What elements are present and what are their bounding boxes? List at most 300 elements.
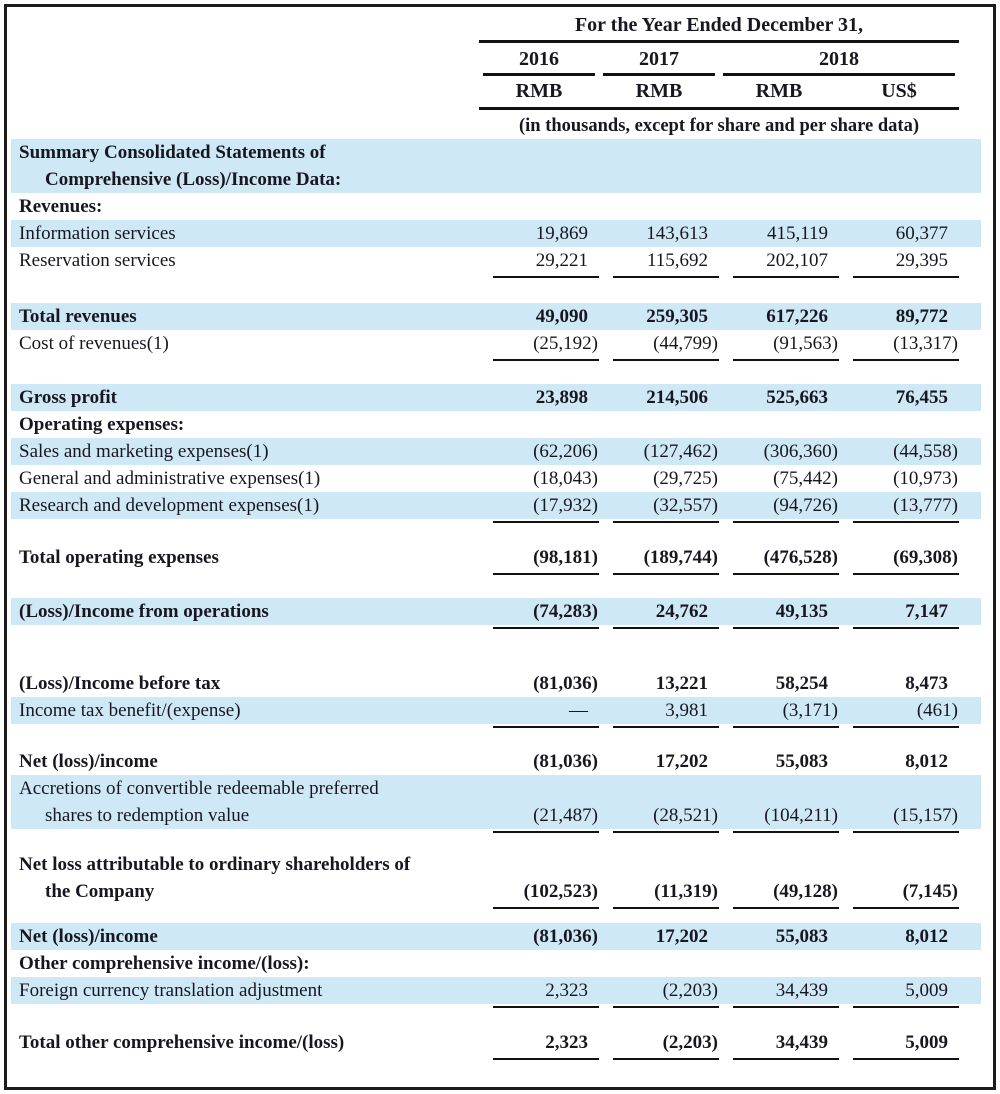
- right-gutter: [959, 519, 981, 526]
- rule-cell: [839, 625, 959, 632]
- value-cell: [719, 303, 839, 330]
- row-label: [11, 303, 479, 330]
- row-label-line: Net loss attributable to ordinary shareholders of: [19, 854, 411, 875]
- row-label: [11, 851, 479, 905]
- value-cell: [719, 544, 839, 571]
- value-cell: [839, 303, 959, 330]
- row-label: [11, 1029, 479, 1056]
- row-label-line: (Loss)/Income from operations: [19, 601, 269, 622]
- column-underline: [493, 627, 599, 629]
- rule-cell: [479, 905, 599, 912]
- unit-label: US$: [881, 80, 917, 102]
- section-row: [11, 139, 981, 193]
- unit-label: RMB: [515, 80, 563, 102]
- row-label-line: Summary Consolidated Statements of: [19, 142, 326, 163]
- value-cell: [599, 697, 719, 724]
- right-gutter: [959, 571, 981, 578]
- row-label-line: General and administrative expenses(1): [19, 468, 321, 489]
- section-row: [11, 950, 981, 977]
- row-label-line: Reservation services: [19, 250, 176, 271]
- cell-value: (44,799): [653, 333, 718, 354]
- value-cell: [839, 384, 959, 411]
- row-label: [11, 923, 479, 950]
- row-label: [11, 384, 479, 411]
- right-gutter: [959, 625, 981, 632]
- value-cell: [839, 598, 959, 625]
- column-underline: [733, 831, 839, 833]
- cell-value: 214,506: [646, 387, 708, 408]
- value-cell: [599, 748, 719, 775]
- table-body: [11, 139, 981, 1063]
- row-label-line: Gross profit: [19, 387, 117, 408]
- cell-value: 34,439: [775, 980, 828, 1001]
- underline-row: [11, 519, 981, 526]
- right-gutter: [959, 829, 981, 836]
- spacer-row: [11, 731, 981, 748]
- value-cell: [719, 923, 839, 950]
- value-cell: [719, 598, 839, 625]
- underline-row: [11, 274, 981, 281]
- cell-value: 143,613: [646, 223, 708, 244]
- underline-row: [11, 571, 981, 578]
- underline-row: [11, 1004, 981, 1011]
- value-cell: [719, 220, 839, 247]
- column-underline: [853, 627, 959, 629]
- value-cell: [599, 544, 719, 571]
- right-gutter: [959, 905, 981, 912]
- underline-row-blank: [11, 724, 479, 731]
- cell-value: 29,221: [535, 250, 588, 271]
- cell-value: 34,439: [775, 1032, 828, 1053]
- header-units-row: [11, 76, 981, 105]
- cell-value: (81,036): [533, 926, 598, 947]
- cell-value: 8,012: [905, 926, 948, 947]
- cell-value: (306,360): [763, 441, 838, 462]
- row-label-line: Net (loss)/income: [19, 751, 158, 772]
- column-underline: [733, 1006, 839, 1008]
- column-underline: [613, 1006, 719, 1008]
- rule-cell: [839, 357, 959, 364]
- year-label: 2016: [483, 46, 595, 76]
- cell-value: 2,323: [545, 1032, 588, 1053]
- value-cell: [479, 247, 599, 274]
- year-label: 2017: [603, 46, 715, 76]
- value-cell: [839, 923, 959, 950]
- cell-value: 24,762: [655, 601, 708, 622]
- year-column-2018: [719, 43, 959, 76]
- row-label-line: Other comprehensive income/(loss):: [19, 953, 310, 974]
- rule-cell: [839, 829, 959, 836]
- row-label: [11, 544, 479, 571]
- spacer-row: [11, 836, 981, 851]
- table-row: [11, 598, 981, 625]
- table-row: [11, 438, 981, 465]
- column-underline: [733, 573, 839, 575]
- cell-value: —: [569, 700, 588, 721]
- row-label-line: shares to redemption value: [45, 805, 250, 826]
- right-gutter: [959, 724, 981, 731]
- right-gutter: [959, 1004, 981, 1011]
- rule-cell: [719, 274, 839, 281]
- value-cell: [839, 492, 959, 519]
- table-row: [11, 303, 981, 330]
- column-underline: [733, 1058, 839, 1060]
- cell-value: 17,202: [655, 926, 708, 947]
- value-cell: [599, 1029, 719, 1056]
- value-cell: [719, 748, 839, 775]
- row-label: [11, 697, 479, 724]
- cell-value: (11,319): [654, 881, 718, 902]
- year-column-2016: [479, 43, 599, 76]
- column-underline: [493, 1006, 599, 1008]
- value-cell: [599, 977, 719, 1004]
- cell-value: (98,181): [533, 547, 598, 568]
- spacer-row: [11, 281, 981, 303]
- year-column-2017: [599, 43, 719, 76]
- row-label: [11, 220, 479, 247]
- cell-value: (62,206): [533, 441, 598, 462]
- column-underline: [733, 521, 839, 523]
- row-label-line: Income tax benefit/(expense): [19, 700, 241, 721]
- unit-column: [479, 76, 599, 105]
- unit-column: [599, 76, 719, 105]
- rule-cell: [719, 829, 839, 836]
- value-cell: [599, 303, 719, 330]
- column-underline: [613, 276, 719, 278]
- value-cell: [719, 697, 839, 724]
- cell-value: (461): [916, 700, 958, 721]
- underline-row: [11, 829, 981, 836]
- row-label: [11, 411, 959, 438]
- cell-value: 13,221: [655, 673, 708, 694]
- cell-value: 202,107: [766, 250, 828, 271]
- value-cell: [599, 330, 719, 357]
- column-underline: [733, 907, 839, 909]
- column-underline: [493, 907, 599, 909]
- cell-value: 49,135: [775, 601, 828, 622]
- value-cell: [479, 670, 599, 697]
- row-label-line: Net (loss)/income: [19, 926, 158, 947]
- value-cell: [839, 220, 959, 247]
- cell-value: (28,521): [653, 805, 718, 826]
- value-cell: [719, 247, 839, 274]
- cell-value: (91,563): [773, 333, 838, 354]
- underline-row-blank: [11, 625, 479, 632]
- section-row: [11, 193, 981, 220]
- value-cell: [599, 802, 719, 829]
- rule-cell: [599, 519, 719, 526]
- rule-cell: [479, 571, 599, 578]
- cell-value: (75,442): [773, 468, 838, 489]
- row-label-line: Revenues:: [19, 196, 103, 217]
- row-label: [11, 193, 959, 220]
- column-underline: [853, 831, 959, 833]
- column-underline: [853, 907, 959, 909]
- column-underline: [613, 627, 719, 629]
- financial-statement-table: [4, 4, 996, 1090]
- spacer-row: [11, 912, 981, 923]
- right-gutter: [959, 1056, 981, 1063]
- value-cell: [599, 670, 719, 697]
- value-cell: [719, 977, 839, 1004]
- rule-cell: [719, 1004, 839, 1011]
- row-label: [11, 247, 479, 274]
- rule-cell: [479, 357, 599, 364]
- column-underline: [493, 726, 599, 728]
- spacer-row: [11, 364, 981, 384]
- unit-column: [839, 76, 959, 105]
- rule-cell: [479, 724, 599, 731]
- cell-value: 23,898: [535, 387, 588, 408]
- unit-column: [719, 76, 839, 105]
- cell-value: 617,226: [766, 306, 828, 327]
- rule-cell: [839, 1004, 959, 1011]
- rule-cell: [719, 357, 839, 364]
- row-label-line: (Loss)/Income before tax: [19, 673, 221, 694]
- value-cell: [839, 697, 959, 724]
- row-label-line: Comprehensive (Loss)/Income Data:: [45, 169, 342, 190]
- rule-cell: [719, 571, 839, 578]
- row-label: [11, 438, 479, 465]
- column-underline: [853, 573, 959, 575]
- column-underline: [853, 521, 959, 523]
- value-cell: [599, 220, 719, 247]
- rule-cell: [719, 724, 839, 731]
- cell-value: 8,473: [905, 673, 948, 694]
- value-cell: [719, 330, 839, 357]
- value-cell: [839, 878, 959, 905]
- column-underline: [493, 573, 599, 575]
- row-label-line: Accretions of convertible redeemable preferred: [19, 778, 379, 799]
- table-row: [11, 220, 981, 247]
- table-row: [11, 748, 981, 775]
- rule-cell: [479, 625, 599, 632]
- value-cell: [479, 748, 599, 775]
- value-cell: [479, 544, 599, 571]
- row-label: [11, 330, 479, 357]
- header-rule-row: [11, 105, 981, 113]
- unit-label: RMB: [755, 80, 803, 102]
- column-underline: [613, 521, 719, 523]
- cell-value: (104,211): [764, 805, 838, 826]
- value-cell: [479, 220, 599, 247]
- cell-value: (10,973): [893, 468, 958, 489]
- spacer-row: [11, 1011, 981, 1029]
- rule-cell: [599, 1056, 719, 1063]
- value-cell: [479, 977, 599, 1004]
- value-cell: [839, 465, 959, 492]
- cell-value: 7,147: [905, 601, 948, 622]
- value-cell: [479, 697, 599, 724]
- value-cell: [719, 384, 839, 411]
- value-cell: [719, 802, 839, 829]
- row-label: [11, 950, 959, 977]
- period-header: [479, 13, 959, 43]
- value-cell: [719, 465, 839, 492]
- value-cell: [479, 878, 599, 905]
- cell-value: (2,203): [662, 980, 718, 1001]
- cell-value: 525,663: [766, 387, 828, 408]
- row-label-line: Operating expenses:: [19, 414, 185, 435]
- header-rule: [479, 107, 959, 110]
- value-cell: [479, 923, 599, 950]
- spacer-row: [11, 526, 981, 544]
- rule-cell: [479, 829, 599, 836]
- column-underline: [613, 726, 719, 728]
- cell-value: (29,725): [653, 468, 718, 489]
- cell-value: 17,202: [655, 751, 708, 772]
- unit-label: RMB: [635, 80, 683, 102]
- column-underline: [613, 573, 719, 575]
- value-cell: [479, 384, 599, 411]
- value-cell: [479, 330, 599, 357]
- column-underline: [493, 276, 599, 278]
- rule-cell: [599, 274, 719, 281]
- underline-row: [11, 357, 981, 364]
- spacer-row: [11, 632, 981, 670]
- row-label-line: the Company: [45, 881, 155, 902]
- spacer-row: [11, 578, 981, 598]
- cell-value: 2,323: [545, 980, 588, 1001]
- cell-value: 3,981: [665, 700, 708, 721]
- rule-cell: [839, 274, 959, 281]
- right-gutter: [959, 357, 981, 364]
- row-label: [11, 598, 479, 625]
- underline-row-blank: [11, 829, 479, 836]
- value-cell: [719, 670, 839, 697]
- row-label: [11, 775, 479, 829]
- rule-cell: [599, 724, 719, 731]
- row-label-line: Total operating expenses: [19, 547, 219, 568]
- value-cell: [479, 1029, 599, 1056]
- value-cell: [839, 748, 959, 775]
- value-cell: [479, 802, 599, 829]
- row-label: [11, 670, 479, 697]
- table-row: [11, 465, 981, 492]
- cell-value: (17,932): [533, 495, 598, 516]
- table-row: [11, 851, 981, 905]
- cell-value: (74,283): [533, 601, 598, 622]
- table-row: [11, 977, 981, 1004]
- cell-value: (32,557): [653, 495, 718, 516]
- row-label-line: Total revenues: [19, 306, 137, 327]
- cell-value: 415,119: [766, 223, 828, 244]
- cell-value: 19,869: [535, 223, 588, 244]
- header-years-row: [11, 43, 981, 76]
- units-note: (in thousands, except for share and per share data): [518, 116, 920, 136]
- value-cell: [719, 878, 839, 905]
- cell-value: (81,036): [533, 751, 598, 772]
- cell-value: (69,308): [893, 547, 958, 568]
- value-cell: [719, 492, 839, 519]
- underline-row-blank: [11, 357, 479, 364]
- underline-row: [11, 625, 981, 632]
- rule-cell: [719, 519, 839, 526]
- value-cell: [599, 492, 719, 519]
- cell-value: 58,254: [775, 673, 828, 694]
- table-row: [11, 697, 981, 724]
- row-label: [11, 139, 959, 193]
- row-label: [11, 977, 479, 1004]
- cell-value: 89,772: [895, 306, 948, 327]
- rule-cell: [479, 1056, 599, 1063]
- table-row: [11, 247, 981, 274]
- row-label-line: Cost of revenues(1): [19, 333, 169, 354]
- value-cell: [599, 465, 719, 492]
- value-cell: [479, 598, 599, 625]
- value-cell: [479, 492, 599, 519]
- row-label-line: Total other comprehensive income/(loss): [19, 1032, 345, 1053]
- cell-value: 259,305: [646, 306, 708, 327]
- cell-value: 76,455: [895, 387, 948, 408]
- column-underline: [733, 726, 839, 728]
- column-underline: [493, 831, 599, 833]
- value-cell: [599, 923, 719, 950]
- value-cell: [839, 1029, 959, 1056]
- value-cell: [479, 303, 599, 330]
- value-cell: [839, 544, 959, 571]
- cell-value: 8,012: [905, 751, 948, 772]
- cell-value: (127,462): [643, 441, 718, 462]
- underline-row: [11, 724, 981, 731]
- column-underline: [853, 1006, 959, 1008]
- underline-row: [11, 905, 981, 912]
- cell-value: (25,192): [533, 333, 598, 354]
- rule-cell: [839, 724, 959, 731]
- cell-value: (49,128): [773, 881, 838, 902]
- rule-cell: [719, 905, 839, 912]
- value-cell: [599, 878, 719, 905]
- cell-value: (3,171): [782, 700, 838, 721]
- right-gutter: [959, 274, 981, 281]
- rule-cell: [839, 519, 959, 526]
- table-row: [11, 492, 981, 519]
- value-cell: [839, 670, 959, 697]
- rule-cell: [479, 519, 599, 526]
- value-cell: [839, 802, 959, 829]
- cell-value: 5,009: [905, 1032, 948, 1053]
- value-cell: [599, 247, 719, 274]
- rule-cell: [839, 571, 959, 578]
- value-cell: [599, 384, 719, 411]
- row-label-line: Sales and marketing expenses(1): [19, 441, 269, 462]
- rule-cell: [719, 625, 839, 632]
- year-label: 2018: [723, 46, 955, 76]
- rule-cell: [599, 905, 719, 912]
- cell-value: (102,523): [523, 881, 598, 902]
- header-note-row: [11, 113, 981, 139]
- table-row: [11, 330, 981, 357]
- value-cell: [479, 438, 599, 465]
- cell-value: (13,317): [893, 333, 958, 354]
- column-underline: [613, 907, 719, 909]
- rule-cell: [479, 1004, 599, 1011]
- cell-value: (21,487): [533, 805, 598, 826]
- cell-value: 55,083: [775, 926, 828, 947]
- cell-value: 5,009: [905, 980, 948, 1001]
- rule-cell: [599, 625, 719, 632]
- rule-cell: [599, 829, 719, 836]
- table-row: [11, 544, 981, 571]
- cell-value: (7,145): [902, 881, 958, 902]
- cell-value: (44,558): [893, 441, 958, 462]
- rule-cell: [599, 1004, 719, 1011]
- rule-cell: [599, 571, 719, 578]
- value-cell: [719, 438, 839, 465]
- value-cell: [839, 330, 959, 357]
- cell-value: (94,726): [773, 495, 838, 516]
- value-cell: [599, 438, 719, 465]
